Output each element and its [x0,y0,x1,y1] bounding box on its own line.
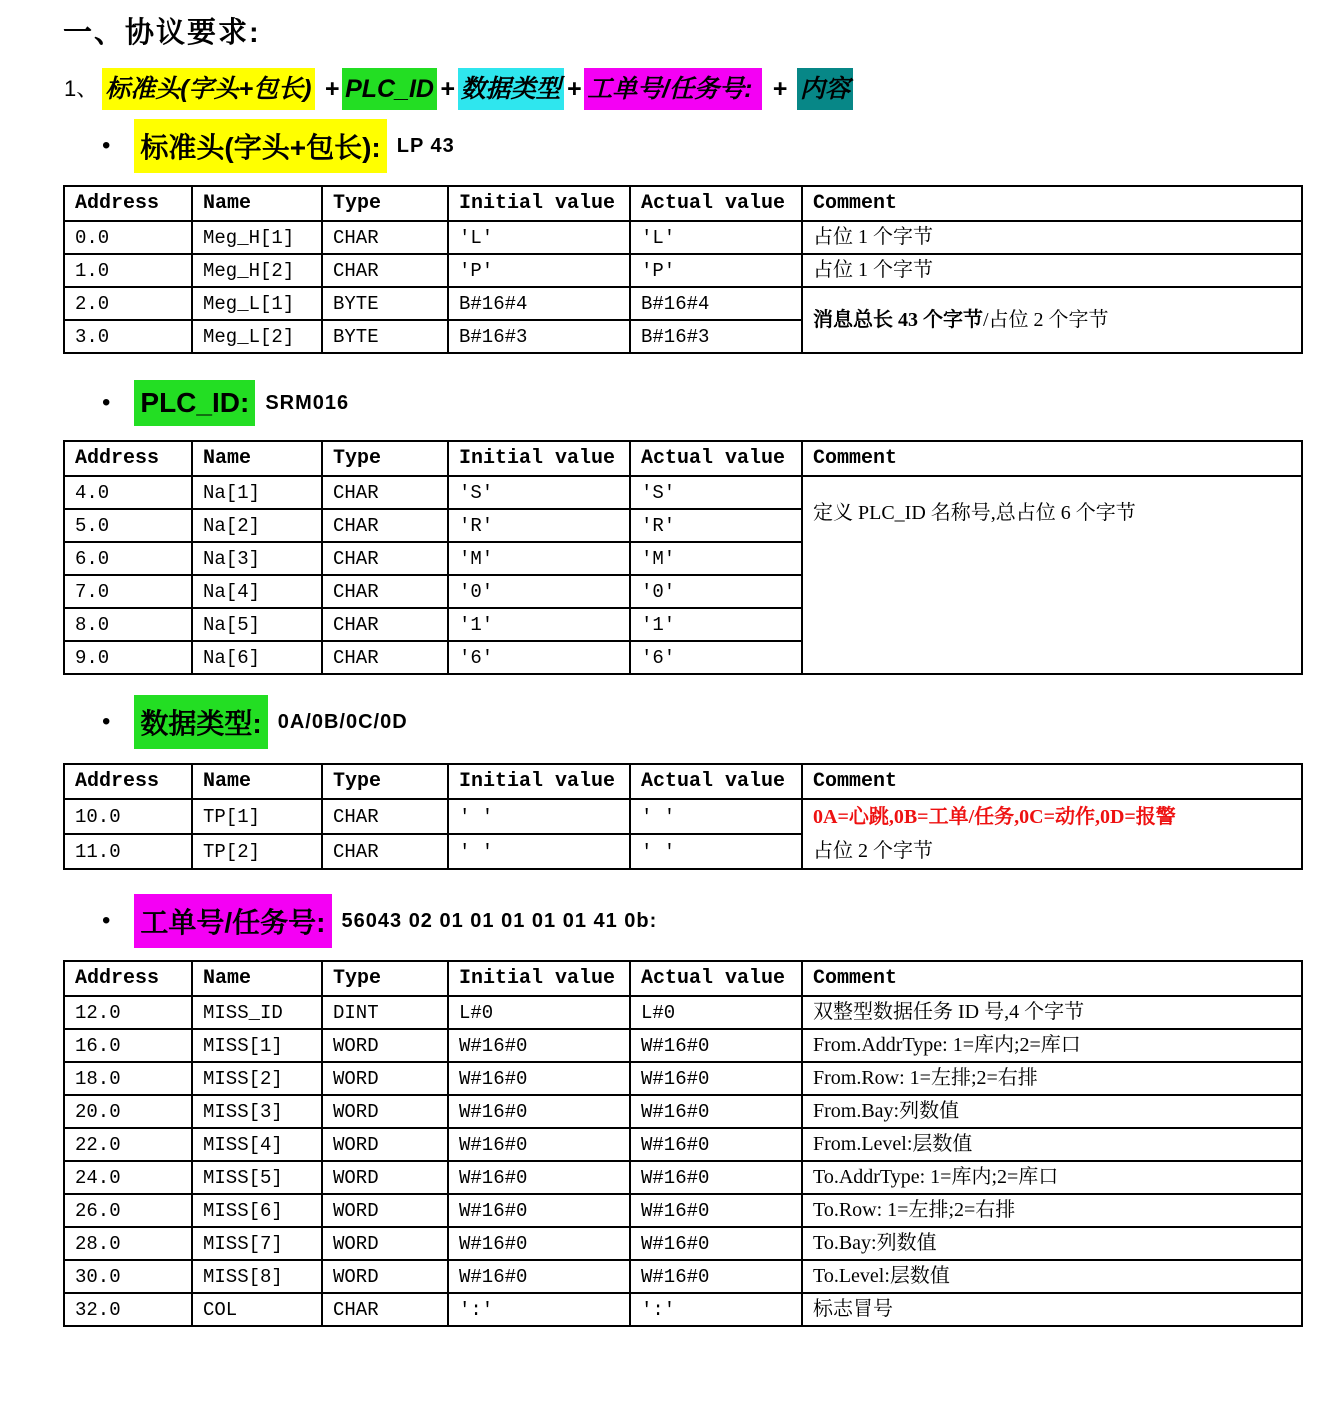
data-table [63,185,1303,354]
column-header: Initial value [448,764,630,799]
data-table [63,440,1303,675]
section-heading-task-number [102,894,1344,948]
column-header: Actual value [630,961,802,996]
table-cell: CHAR [322,254,448,287]
page-title: 一、协议要求: [63,17,261,49]
table-cell: WORD [322,1062,448,1095]
table-cell: Na[5] [192,608,322,641]
formula-segment-highlighted: 数据类型 [458,68,564,110]
data-table [63,763,1303,870]
comment-cell [802,221,1302,254]
bullet-icon: • [102,907,111,934]
column-header: Name [192,764,322,799]
table-cell: MISS[4] [192,1128,322,1161]
column-header: Address [64,186,192,221]
table-cell: B#16#3 [448,320,630,353]
table-cell: 'P' [630,254,802,287]
table-cell: ':' [630,1293,802,1326]
table-cell: Meg_L[1] [192,287,322,320]
table-cell: 'M' [630,542,802,575]
table-row [64,1062,1302,1095]
table-header-row [64,764,1302,799]
bullet-icon: • [102,132,111,159]
table-cell: MISS[1] [192,1029,322,1062]
table-cell: Na[3] [192,542,322,575]
comment-cell [802,1227,1302,1260]
column-header: Name [192,441,322,476]
column-header: Address [64,764,192,799]
comment-line [813,1297,1291,1322]
table-cell: W#16#0 [630,1260,802,1293]
formula-segment-highlighted: PLC_ID [342,68,437,110]
comment-line [813,258,1291,283]
table-cell: MISS[2] [192,1062,322,1095]
table-cell: MISS[6] [192,1194,322,1227]
comment-line [813,834,1291,868]
table-cell: WORD [322,1161,448,1194]
table-cell: CHAR [322,575,448,608]
table-cell: 5.0 [64,509,192,542]
table-cell: L#0 [448,996,630,1029]
column-header: Initial value [448,441,630,476]
table-cell: W#16#0 [630,1095,802,1128]
table-cell: W#16#0 [448,1062,630,1095]
comment-cell [802,1128,1302,1161]
table-cell: 22.0 [64,1128,192,1161]
table-cell: ' ' [448,799,630,834]
table-cell: 'P' [448,254,630,287]
table-cell: ' ' [630,799,802,834]
column-header: Type [322,764,448,799]
table-cell: CHAR [322,608,448,641]
column-header: Type [322,441,448,476]
table-row [64,254,1302,287]
table-cell: Meg_H[1] [192,221,322,254]
table-cell: 12.0 [64,996,192,1029]
column-header: Comment [802,186,1302,221]
table-row [64,1161,1302,1194]
section-label: 数据类型: [134,695,267,749]
comment-line [813,501,1291,526]
table-cell: 1.0 [64,254,192,287]
table-cell: 28.0 [64,1227,192,1260]
protocol-formula [102,69,853,105]
comment-line [813,1033,1291,1058]
comment-text: From.Row: 1=左排;2=右排 [813,1067,1038,1089]
table-header-row [64,441,1302,476]
comment-cell [802,1161,1302,1194]
table-cell: BYTE [322,287,448,320]
comment-text: 占位 1 个字节 [813,259,933,281]
table-cell: '6' [630,641,802,674]
table-cell: WORD [322,1029,448,1062]
section-heading-standard-header [102,119,1344,173]
formula-connector: + [765,75,794,103]
comment-text: 定义 PLC_ID 名称号,总占位 6 个字节 [813,502,1136,524]
comment-cell [802,254,1302,287]
table-cell: W#16#0 [448,1260,630,1293]
table-cell: TP[2] [192,834,322,869]
table-cell: 7.0 [64,575,192,608]
section-label: 工单号/任务号: [134,894,331,948]
table-row [64,1260,1302,1293]
table-cell: BYTE [322,320,448,353]
comment-text: To.AddrType: 1=库内;2=库口 [813,1166,1059,1188]
table-cell: B#16#4 [448,287,630,320]
table-cell: W#16#0 [448,1161,630,1194]
table-cell: 2.0 [64,287,192,320]
table-cell: COL [192,1293,322,1326]
comment-cell [802,1293,1302,1326]
plc-id-table [63,440,1344,675]
table-cell: Na[6] [192,641,322,674]
table-cell: 6.0 [64,542,192,575]
comment-line [813,1132,1291,1157]
table-cell: 32.0 [64,1293,192,1326]
table-cell: B#16#3 [630,320,802,353]
section-heading-plc-id [102,380,1344,426]
comment-cell [802,287,1302,353]
comment-line [813,1231,1291,1256]
table-cell: WORD [322,1095,448,1128]
table-cell: 16.0 [64,1029,192,1062]
table-cell: L#0 [630,996,802,1029]
table-cell: 4.0 [64,476,192,509]
comment-text: To.Level:层数值 [813,1265,950,1287]
column-header: Address [64,441,192,476]
table-cell: '6' [448,641,630,674]
table-cell: W#16#0 [448,1194,630,1227]
table-cell: Meg_H[2] [192,254,322,287]
table-cell: Meg_L[2] [192,320,322,353]
comment-line [813,1198,1291,1223]
formula-connector: + [566,75,582,103]
table-cell: CHAR [322,641,448,674]
comment-cell [802,1062,1302,1095]
comment-line [813,1264,1291,1289]
table-cell: Na[4] [192,575,322,608]
table-header-row [64,186,1302,221]
comment-text: From.Level:层数值 [813,1133,973,1155]
section-value: LP 43 [396,134,455,157]
column-header: Initial value [448,186,630,221]
table-cell: W#16#0 [448,1227,630,1260]
comment-line [813,1165,1291,1190]
table-cell: 'R' [630,509,802,542]
column-header: Type [322,961,448,996]
column-header: Comment [802,961,1302,996]
table-cell: Na[1] [192,476,322,509]
section-heading-data-type [102,695,1344,749]
table-cell: 30.0 [64,1260,192,1293]
column-header: Actual value [630,441,802,476]
table-cell: W#16#0 [630,1161,802,1194]
comment-text: 0A=心跳,0B=工单/任务,0C=动作,0D=报警 [813,806,1176,828]
list-item-number: 1、 [64,75,99,101]
table-cell: CHAR [322,221,448,254]
table-cell: CHAR [322,542,448,575]
document-page [0,10,1344,1412]
table-cell: 8.0 [64,608,192,641]
table-cell: Na[2] [192,509,322,542]
formula-segment-highlighted: 工单号/任务号: [584,68,762,110]
table-cell: 'S' [630,476,802,509]
table-cell: WORD [322,1128,448,1161]
column-header: Initial value [448,961,630,996]
bullet-icon: • [102,389,111,416]
table-cell: ' ' [448,834,630,869]
table-cell: W#16#0 [630,1029,802,1062]
bullet-icon: • [102,708,111,735]
table-row [64,1227,1302,1260]
comment-line [813,308,1291,333]
table-row [64,1194,1302,1227]
comment-text: 消息总长 43 个字节 [813,308,983,331]
column-header: Actual value [630,186,802,221]
table-cell: 11.0 [64,834,192,869]
table-header-row [64,961,1302,996]
comment-line [813,800,1291,834]
table-cell: 24.0 [64,1161,192,1194]
table-row [64,996,1302,1029]
table-cell: 'M' [448,542,630,575]
formula-connector: + [439,75,455,103]
table-cell: DINT [322,996,448,1029]
data-table [63,960,1303,1327]
comment-line [813,225,1291,250]
table-row [64,1128,1302,1161]
comment-cell [802,1260,1302,1293]
protocol-formula-line [64,69,1344,105]
table-cell: W#16#0 [630,1194,802,1227]
table-cell: CHAR [322,799,448,834]
table-cell: 'S' [448,476,630,509]
table-cell: W#16#0 [630,1062,802,1095]
comment-cell [802,476,1302,674]
table-cell: 'L' [448,221,630,254]
table-cell: WORD [322,1260,448,1293]
table-cell: 9.0 [64,641,192,674]
formula-segment-highlighted: 标准头(字头+包长) [102,68,314,110]
table-cell: W#16#0 [448,1095,630,1128]
table-cell: CHAR [322,1293,448,1326]
table-cell: 10.0 [64,799,192,834]
comment-text: From.AddrType: 1=库内;2=库口 [813,1034,1081,1056]
table-cell: W#16#0 [630,1227,802,1260]
data-type-table [63,763,1344,870]
table-cell: MISS[7] [192,1227,322,1260]
comment-cell [802,996,1302,1029]
table-cell: W#16#0 [630,1128,802,1161]
table-cell: 'L' [630,221,802,254]
column-header: Comment [802,441,1302,476]
table-row [64,1029,1302,1062]
column-header: Actual value [630,764,802,799]
table-cell: 20.0 [64,1095,192,1128]
table-cell: '0' [448,575,630,608]
comment-cell [802,1194,1302,1227]
column-header: Address [64,961,192,996]
table-cell: WORD [322,1194,448,1227]
column-header: Name [192,186,322,221]
table-cell: '1' [448,608,630,641]
section-label: 标准头(字头+包长): [134,119,386,173]
table-cell: 'R' [448,509,630,542]
comment-text: 双整型数据任务 ID 号,4 个字节 [813,1001,1085,1023]
comment-text: 占位 1 个字节 [813,226,933,248]
section-label: PLC_ID: [134,380,255,426]
comment-cell [802,1095,1302,1128]
table-row [64,1293,1302,1326]
formula-connector: + [317,75,340,103]
table-row [64,287,1302,320]
table-cell: 26.0 [64,1194,192,1227]
comment-text: 占位 2 个字节 [813,840,933,862]
table-cell: W#16#0 [448,1128,630,1161]
table-row [64,799,1302,834]
table-row [64,476,1302,509]
column-header: Name [192,961,322,996]
section-value: SRM016 [265,391,350,414]
comment-cell [802,1029,1302,1062]
task-number-table [63,960,1344,1327]
formula-segment-highlighted: 内容 [797,68,853,110]
comment-cell [802,799,1302,869]
table-cell: B#16#4 [630,287,802,320]
table-cell: MISS[8] [192,1260,322,1293]
section-value: 56043 02 01 01 01 01 01 41 0b: [341,909,658,932]
table-cell: MISS[5] [192,1161,322,1194]
table-cell: TP[1] [192,799,322,834]
column-header: Type [322,186,448,221]
column-header: Comment [802,764,1302,799]
comment-text: To.Bay:列数值 [813,1232,937,1254]
table-cell: 0.0 [64,221,192,254]
table-row [64,1095,1302,1128]
table-cell: CHAR [322,509,448,542]
table-cell: CHAR [322,476,448,509]
table-cell: W#16#0 [448,1029,630,1062]
comment-line [813,1000,1291,1025]
table-cell: MISS_ID [192,996,322,1029]
comment-text: 标志冒号 [813,1298,893,1320]
comment-line [813,1099,1291,1124]
table-cell: 18.0 [64,1062,192,1095]
table-cell: ':' [448,1293,630,1326]
standard-header-table [63,185,1344,354]
table-row [64,221,1302,254]
table-cell: '0' [630,575,802,608]
comment-text: To.Row: 1=左排;2=右排 [813,1199,1016,1221]
table-cell: ' ' [630,834,802,869]
section-value: 0A/0B/0C/0D [277,710,408,733]
comment-line [813,1066,1291,1091]
table-cell: MISS[3] [192,1095,322,1128]
table-cell: WORD [322,1227,448,1260]
table-cell: CHAR [322,834,448,869]
comment-text: /占位 2 个字节 [983,308,1109,331]
comment-text: From.Bay:列数值 [813,1100,960,1122]
table-cell: '1' [630,608,802,641]
table-cell: 3.0 [64,320,192,353]
